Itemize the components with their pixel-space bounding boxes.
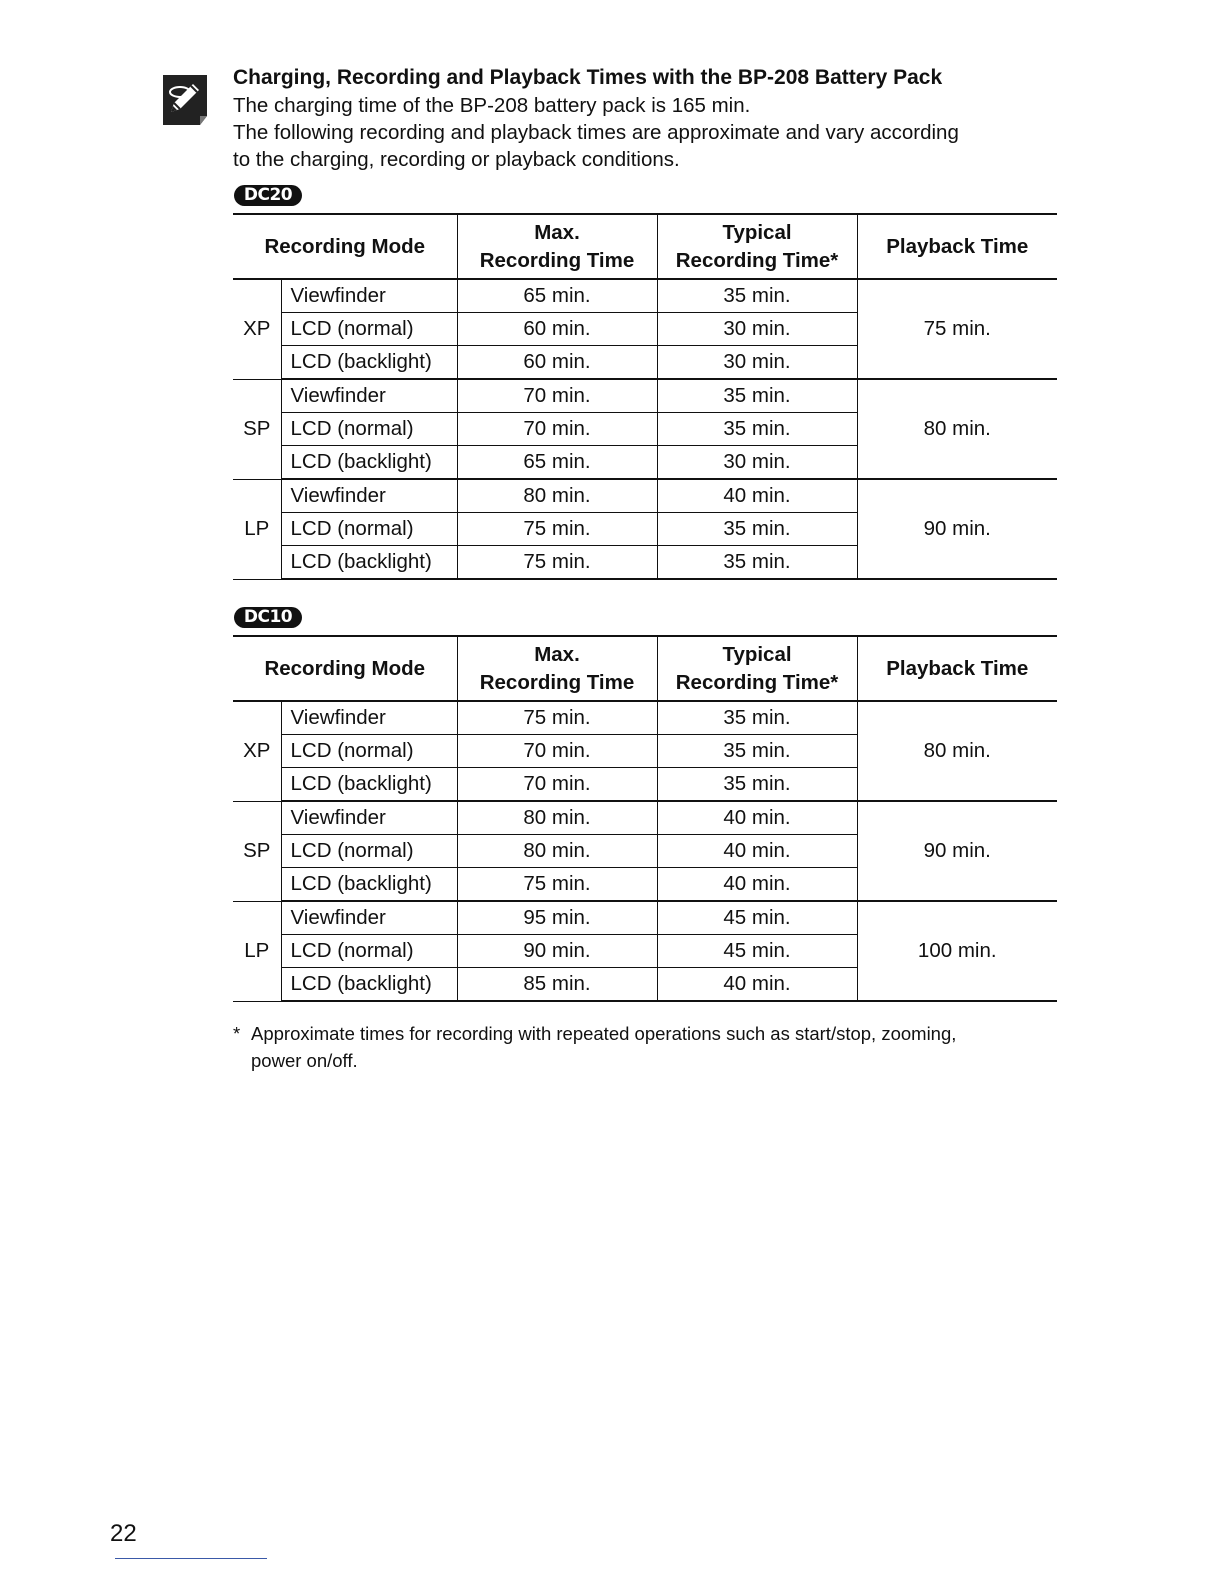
display-mode-cell: Viewfinder [281, 701, 457, 735]
typical-time-cell: 35 min. [657, 701, 857, 735]
typical-time-cell: 45 min. [657, 901, 857, 935]
display-mode-cell: LCD (normal) [281, 935, 457, 968]
typical-time-cell: 35 min. [657, 513, 857, 546]
max-time-cell: 70 min. [457, 413, 657, 446]
typical-time-cell: 30 min. [657, 446, 857, 480]
table-row [233, 379, 1057, 413]
display-mode-cell: LCD (backlight) [281, 968, 457, 1002]
max-time-cell: 75 min. [457, 701, 657, 735]
playback-time-cell: 75 min. [857, 279, 1057, 379]
display-mode-cell: LCD (normal) [281, 413, 457, 446]
max-time-cell: 75 min. [457, 546, 657, 580]
footnote-line: power on/off. [251, 1050, 358, 1071]
col-header-recording-mode: Recording Mode [233, 636, 457, 701]
col-header-recording-mode: Recording Mode [233, 214, 457, 279]
typical-time-cell: 40 min. [657, 801, 857, 835]
col-header-typical-recording-time: Typical Recording Time* [657, 636, 857, 701]
table-row [233, 801, 1057, 835]
footnote-line: Approximate times for recording with repeated operations such as start/stop, zooming, [251, 1023, 957, 1044]
max-time-cell: 75 min. [457, 513, 657, 546]
page-number: 22 [110, 1520, 137, 1547]
display-mode-cell: LCD (backlight) [281, 446, 457, 480]
max-time-cell: 75 min. [457, 868, 657, 902]
playback-time-cell: 80 min. [857, 379, 1057, 479]
col-header-max-recording-time: Max. Recording Time [457, 636, 657, 701]
mode-cell: SP [233, 801, 281, 901]
display-mode-cell: Viewfinder [281, 901, 457, 935]
max-time-cell: 65 min. [457, 446, 657, 480]
typical-time-cell: 35 min. [657, 379, 857, 413]
display-mode-cell: LCD (backlight) [281, 768, 457, 802]
max-time-cell: 60 min. [457, 346, 657, 380]
table-row [233, 279, 1057, 313]
typical-time-cell: 35 min. [657, 413, 857, 446]
display-mode-cell: Viewfinder [281, 801, 457, 835]
typical-time-cell: 30 min. [657, 346, 857, 380]
playback-time-cell: 90 min. [857, 479, 1057, 579]
table-row [233, 901, 1057, 935]
max-time-cell: 70 min. [457, 768, 657, 802]
footnote-marker: * [233, 1023, 241, 1044]
recording-times-table-dc20 [233, 213, 1057, 580]
footnote [233, 1020, 1083, 1074]
playback-time-cell: 80 min. [857, 701, 1057, 801]
max-time-cell: 70 min. [457, 735, 657, 768]
typical-time-cell: 40 min. [657, 868, 857, 902]
mode-cell: XP [233, 701, 281, 801]
model-badge-dc10: DC10 [234, 607, 302, 628]
model-badge-dc20: DC20 [234, 185, 302, 206]
table-row [233, 701, 1057, 735]
max-time-cell: 90 min. [457, 935, 657, 968]
display-mode-cell: LCD (normal) [281, 735, 457, 768]
max-time-cell: 85 min. [457, 968, 657, 1002]
page-rule [115, 1558, 267, 1559]
display-mode-cell: LCD (backlight) [281, 868, 457, 902]
typical-time-cell: 35 min. [657, 768, 857, 802]
display-mode-cell: Viewfinder [281, 479, 457, 513]
max-time-cell: 80 min. [457, 479, 657, 513]
display-mode-cell: LCD (backlight) [281, 346, 457, 380]
pencil-note-icon [160, 72, 210, 128]
typical-time-cell: 40 min. [657, 968, 857, 1002]
typical-time-cell: 40 min. [657, 835, 857, 868]
note-line: The charging time of the BP-208 battery pack is 165 min. [233, 94, 751, 117]
display-mode-cell: LCD (normal) [281, 835, 457, 868]
note-title: Charging, Recording and Playback Times with the BP-208 Battery Pack [233, 66, 943, 89]
col-header-typical-recording-time: Typical Recording Time* [657, 214, 857, 279]
note-line: to the charging, recording or playback conditions. [233, 148, 680, 171]
max-time-cell: 95 min. [457, 901, 657, 935]
table-row [233, 479, 1057, 513]
typical-time-cell: 35 min. [657, 546, 857, 580]
col-header-playback-time: Playback Time [857, 214, 1057, 279]
typical-time-cell: 45 min. [657, 935, 857, 968]
max-time-cell: 80 min. [457, 801, 657, 835]
typical-time-cell: 35 min. [657, 735, 857, 768]
note-block [233, 64, 1093, 173]
display-mode-cell: LCD (backlight) [281, 546, 457, 580]
typical-time-cell: 35 min. [657, 279, 857, 313]
display-mode-cell: LCD (normal) [281, 313, 457, 346]
mode-cell: LP [233, 479, 281, 579]
display-mode-cell: LCD (normal) [281, 513, 457, 546]
display-mode-cell: Viewfinder [281, 279, 457, 313]
mode-cell: SP [233, 379, 281, 479]
max-time-cell: 80 min. [457, 835, 657, 868]
max-time-cell: 70 min. [457, 379, 657, 413]
header-row [233, 214, 1057, 279]
max-time-cell: 60 min. [457, 313, 657, 346]
header-row [233, 636, 1057, 701]
note-line: The following recording and playback times are approximate and vary according [233, 121, 959, 144]
col-header-max-recording-time: Max. Recording Time [457, 214, 657, 279]
display-mode-cell: Viewfinder [281, 379, 457, 413]
playback-time-cell: 100 min. [857, 901, 1057, 1001]
recording-times-table-dc10 [233, 635, 1057, 1002]
typical-time-cell: 40 min. [657, 479, 857, 513]
playback-time-cell: 90 min. [857, 801, 1057, 901]
mode-cell: LP [233, 901, 281, 1001]
col-header-playback-time: Playback Time [857, 636, 1057, 701]
max-time-cell: 65 min. [457, 279, 657, 313]
mode-cell: XP [233, 279, 281, 379]
typical-time-cell: 30 min. [657, 313, 857, 346]
